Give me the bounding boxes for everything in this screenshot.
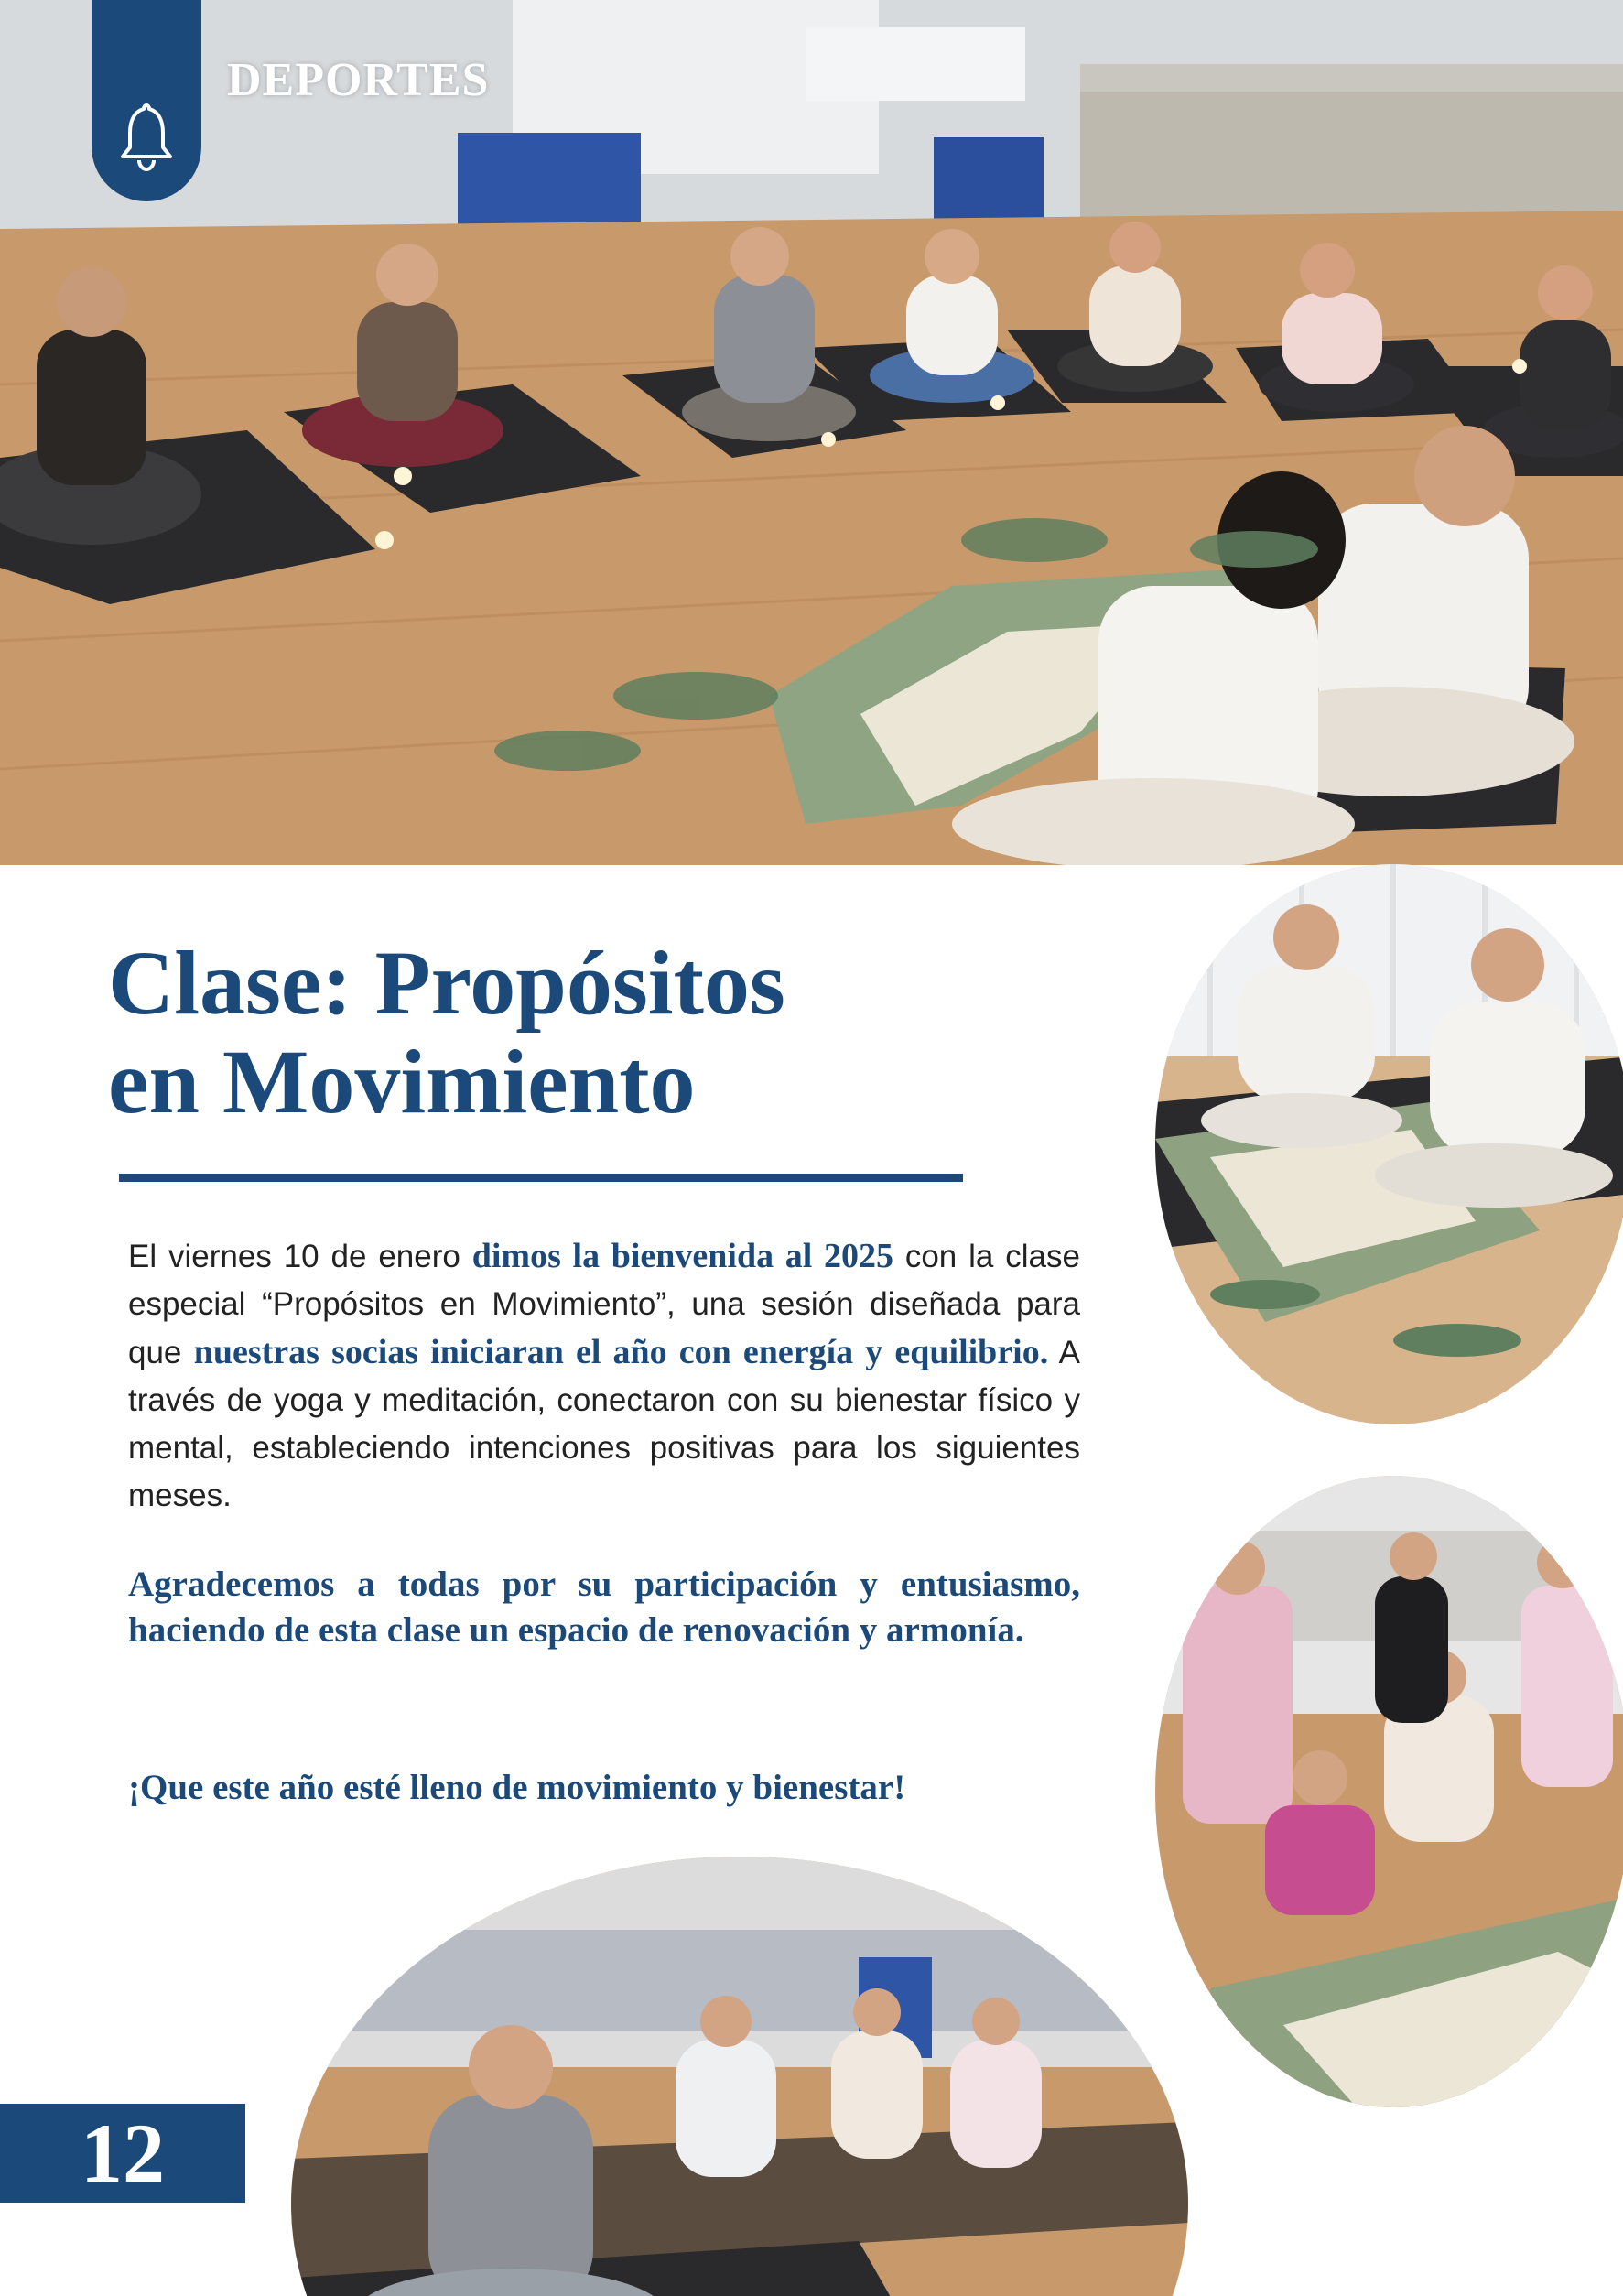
hero-photo (0, 0, 1623, 865)
body-text-part: A través de yoga y meditación, conectaron con su bienestar físico y mental, estableciendo intenciones positivas para los siguientes meses. (128, 1335, 1080, 1513)
page-number: 12 (81, 2106, 165, 2200)
instructors-meditating-photo (1155, 864, 1623, 1424)
closing-line: ¡Que este año esté lleno de movimiento y bienestar! (128, 1768, 906, 1807)
bell-icon (117, 100, 176, 178)
body-highlight: nuestras socias iniciaran el año con energía y equilibrio. (193, 1333, 1049, 1371)
section-label: DEPORTES (227, 54, 490, 106)
section-tab (92, 0, 201, 201)
article-title-line-2: en Movimiento (108, 1031, 696, 1132)
body-highlight: dimos la bienvenida al 2025 (471, 1237, 893, 1275)
article-title-line-1: Clase: Propósitos (108, 932, 785, 1034)
article-title (108, 934, 1005, 1132)
participants-placing-flowers-photo (1155, 1476, 1623, 2107)
body-text-part: El viernes 10 de enero (128, 1239, 472, 1274)
body-text-part: con la clase especial “Propósitos en Movimiento”, una sesión diseñada para que (128, 1239, 1080, 1370)
thanks-paragraph: Agradecemos a todas por su participación y entusiasmo, haciendo de esta clase un espacio de renovación y armonía. (128, 1565, 1080, 1650)
hero-photo-illustration (0, 0, 1623, 865)
article-body (128, 1232, 1080, 1520)
title-divider (119, 1174, 963, 1182)
participants-meditating-photo (291, 1857, 1188, 2296)
